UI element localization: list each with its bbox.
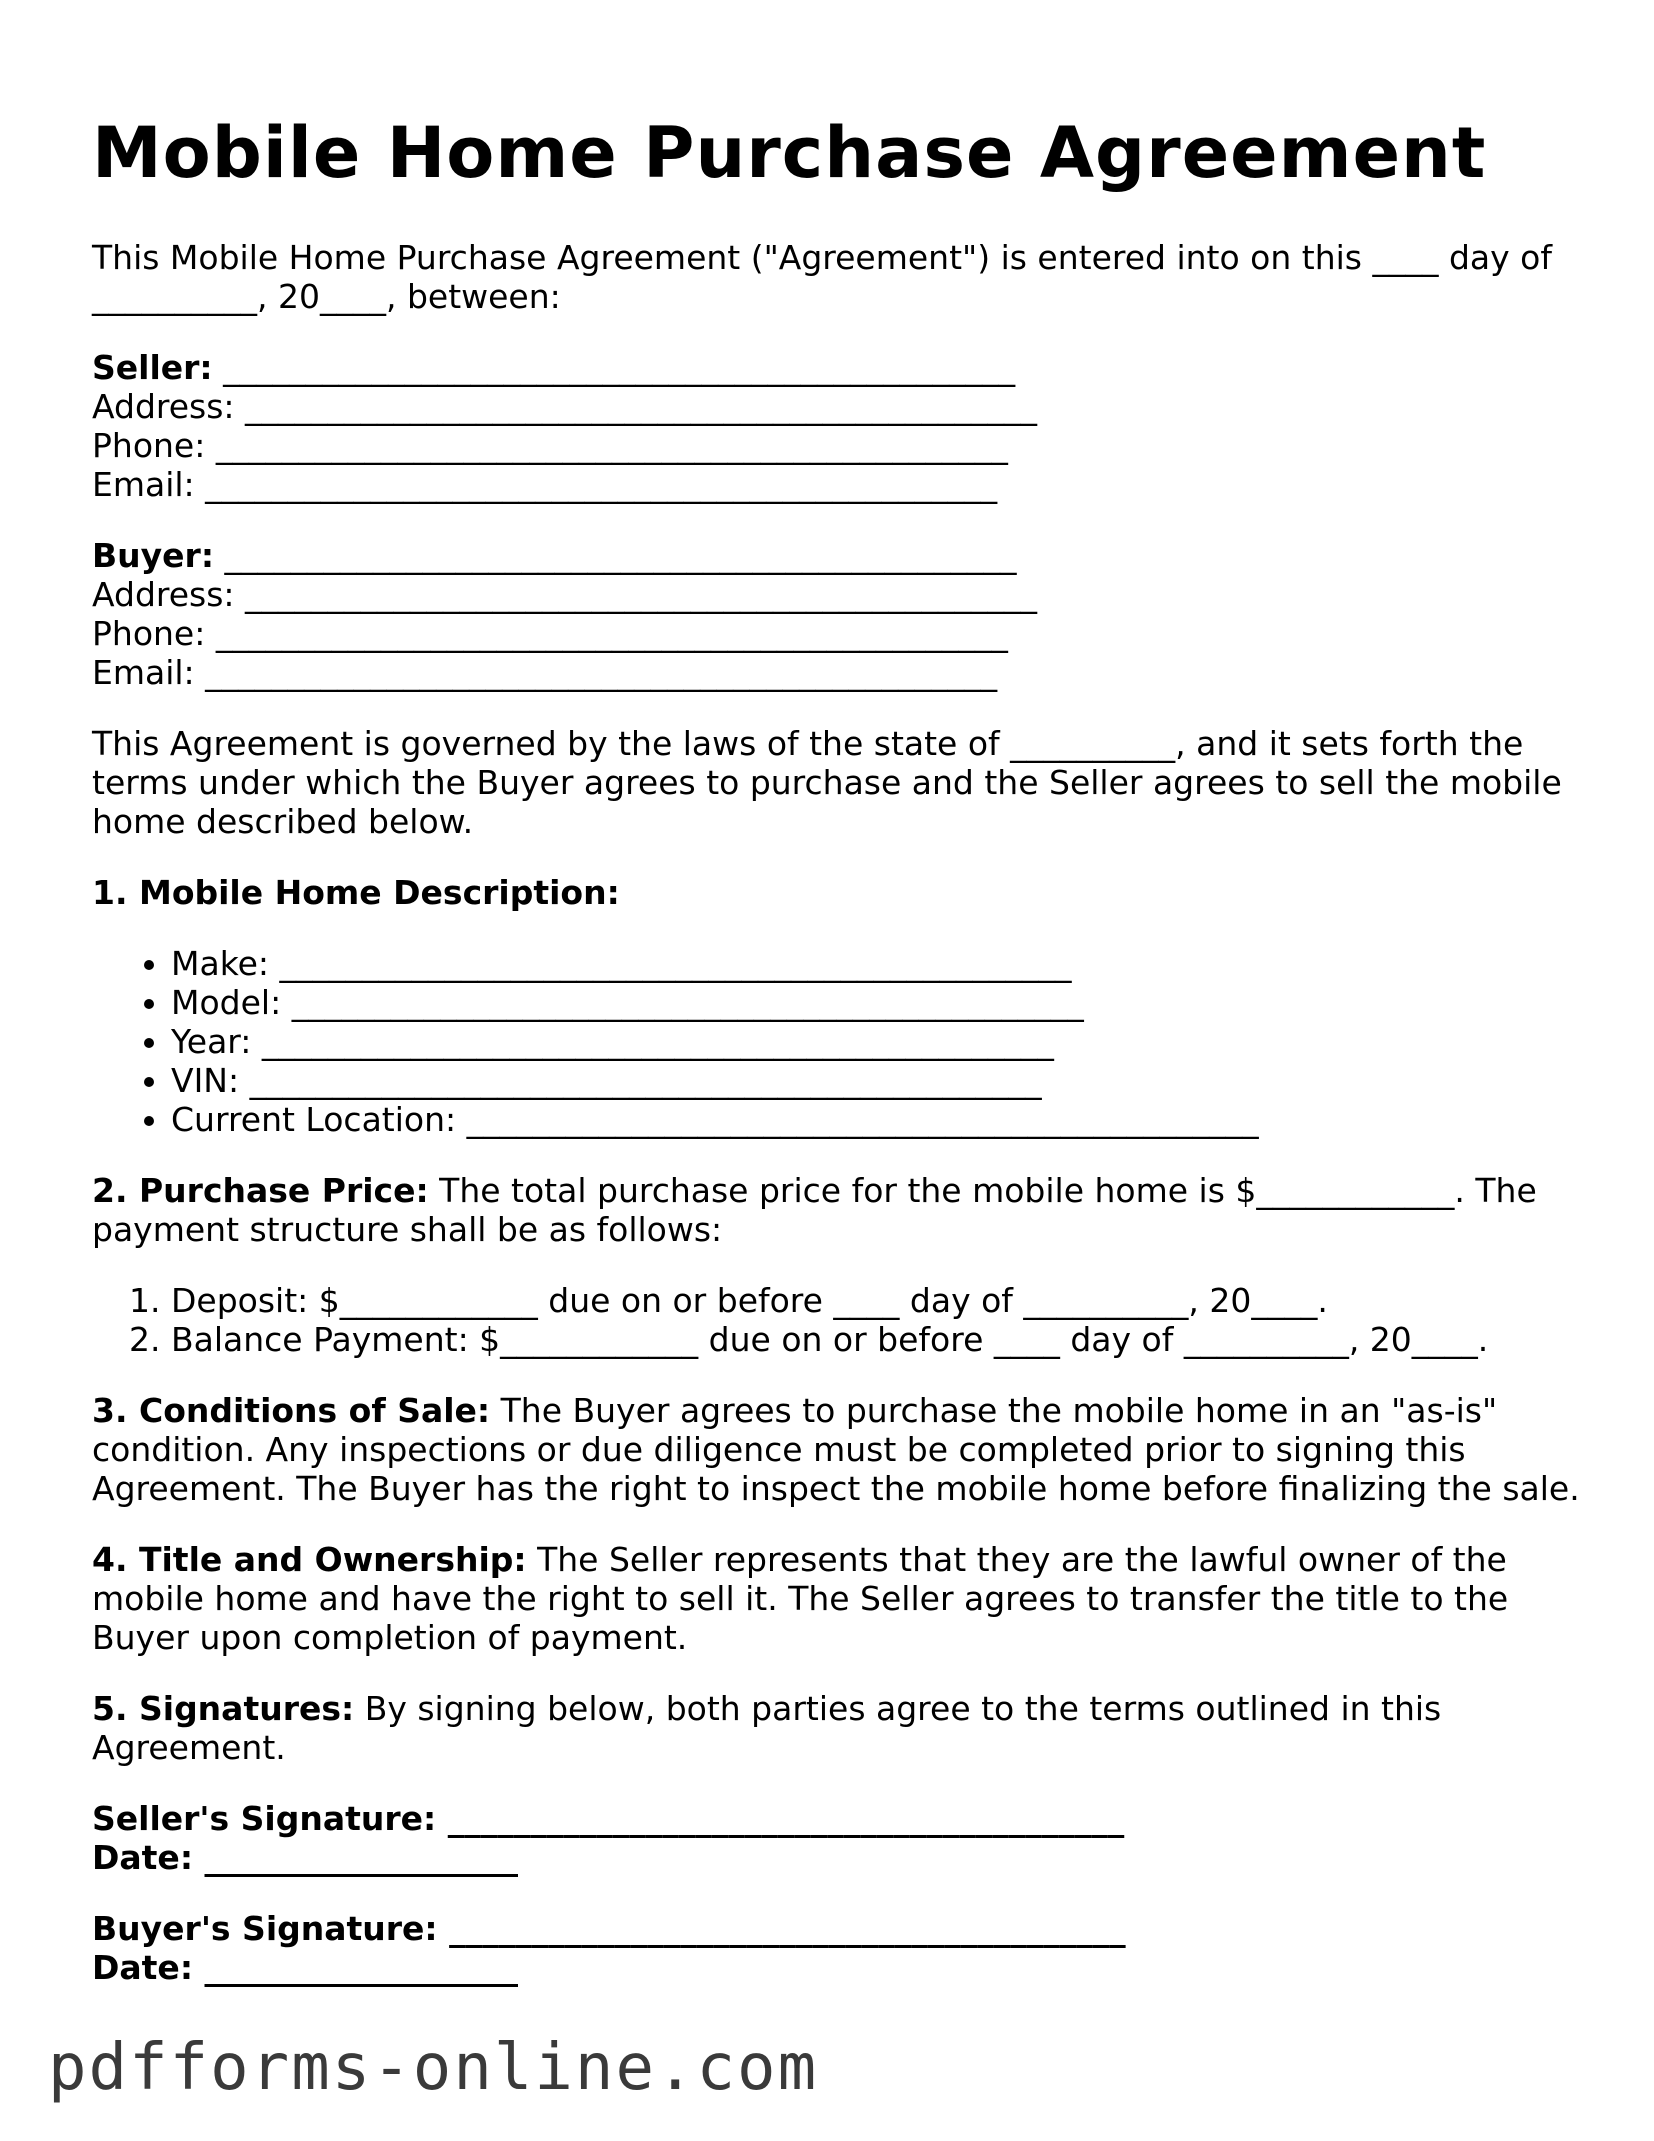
document-page (92, 110, 1592, 2019)
section4-text: The Seller represents that they are the lawful owner of the mobile home and have the right to sell it. The Seller agrees to transfer the title to the Buyer upon completion of payment. (92, 1540, 1509, 1657)
seller-phone-line: Phone: ________________________________________________ (92, 426, 1008, 465)
seller-signature-line: Seller's Signature: _________________________________________ (92, 1799, 1125, 1838)
document-title: Mobile Home Purchase Agreement (92, 112, 1487, 194)
intro-paragraph: This Mobile Home Purchase Agreement ("Agreement") is entered into on this ____ day of __________, 20____, between: (92, 238, 1552, 316)
list-item-year: • Year: ________________________________________________ (171, 1022, 1592, 1061)
payment-balance-item: 2. Balance Payment: $____________ due on or before ____ day of __________, 20____. (171, 1320, 1592, 1359)
seller-info-block (92, 348, 1592, 504)
description-list (92, 944, 1592, 1139)
buyer-info-block (92, 536, 1592, 692)
seller-address-line: Address: ________________________________________________ (92, 387, 1038, 426)
section3-text: The Buyer agrees to purchase the mobile home in an "as-is" condition. Any inspections or due diligence must be completed prior to signing this Agreement. The Buyer has the right to inspect the mobile home before finalizing the sale. (92, 1391, 1580, 1508)
buyer-name-line (92, 536, 1592, 575)
section4-heading: 4. Title and Ownership: (92, 1540, 527, 1579)
section2-text: The total purchase price for the mobile home is $____________. The payment structure shall be as follows: (92, 1171, 1537, 1249)
seller-signature-block (92, 1799, 1592, 1877)
list-item-model: • Model: ________________________________________________ (171, 983, 1592, 1022)
seller-date-line: Date: ___________________ (92, 1838, 519, 1877)
buyer-label: Buyer: (92, 536, 215, 575)
buyer-name-blank: ________________________________________________ (214, 536, 1017, 575)
seller-email-line: Email: ________________________________________________ (92, 465, 998, 504)
buyer-date-line: Date: ___________________ (92, 1948, 519, 1987)
payment-list (92, 1281, 1592, 1359)
governing-law-paragraph: This Agreement is governed by the laws of the state of __________, and it sets forth the terms under which the Buyer agrees to purchase and the Seller agrees to sell the mobile home described below. (92, 724, 1562, 841)
buyer-email-line: Email: ________________________________________________ (92, 653, 998, 692)
seller-name-line (92, 348, 1592, 387)
buyer-signature-line: Buyer's Signature: _________________________________________ (92, 1909, 1126, 1948)
buyer-phone-line: Phone: ________________________________________________ (92, 614, 1008, 653)
section5-text: By signing below, both parties agree to the terms outlined in this Agreement. (92, 1689, 1442, 1767)
section4-paragraph (92, 1540, 1592, 1657)
section2-paragraph (92, 1171, 1592, 1249)
section5-paragraph (92, 1689, 1592, 1767)
list-item-make: • Make: ________________________________________________ (171, 944, 1592, 983)
list-item-location: • Current Location: ________________________________________________ (171, 1100, 1592, 1139)
section2-heading: 2. Purchase Price: (92, 1171, 429, 1210)
section1-heading: 1. Mobile Home Description: (92, 873, 620, 912)
section5-heading: 5. Signatures: (92, 1689, 355, 1728)
payment-deposit-item: 1. Deposit: $____________ due on or before ____ day of __________, 20____. (171, 1281, 1592, 1320)
list-item-vin: • VIN: ________________________________________________ (171, 1061, 1592, 1100)
section3-heading: 3. Conditions of Sale: (92, 1391, 491, 1430)
seller-label: Seller: (92, 348, 213, 387)
seller-name-blank: ________________________________________________ (212, 348, 1016, 387)
buyer-address-line: Address: ________________________________________________ (92, 575, 1038, 614)
section3-paragraph (92, 1391, 1592, 1508)
buyer-signature-block (92, 1909, 1592, 1987)
watermark-text: pdfforms-online.com (48, 2031, 819, 2105)
